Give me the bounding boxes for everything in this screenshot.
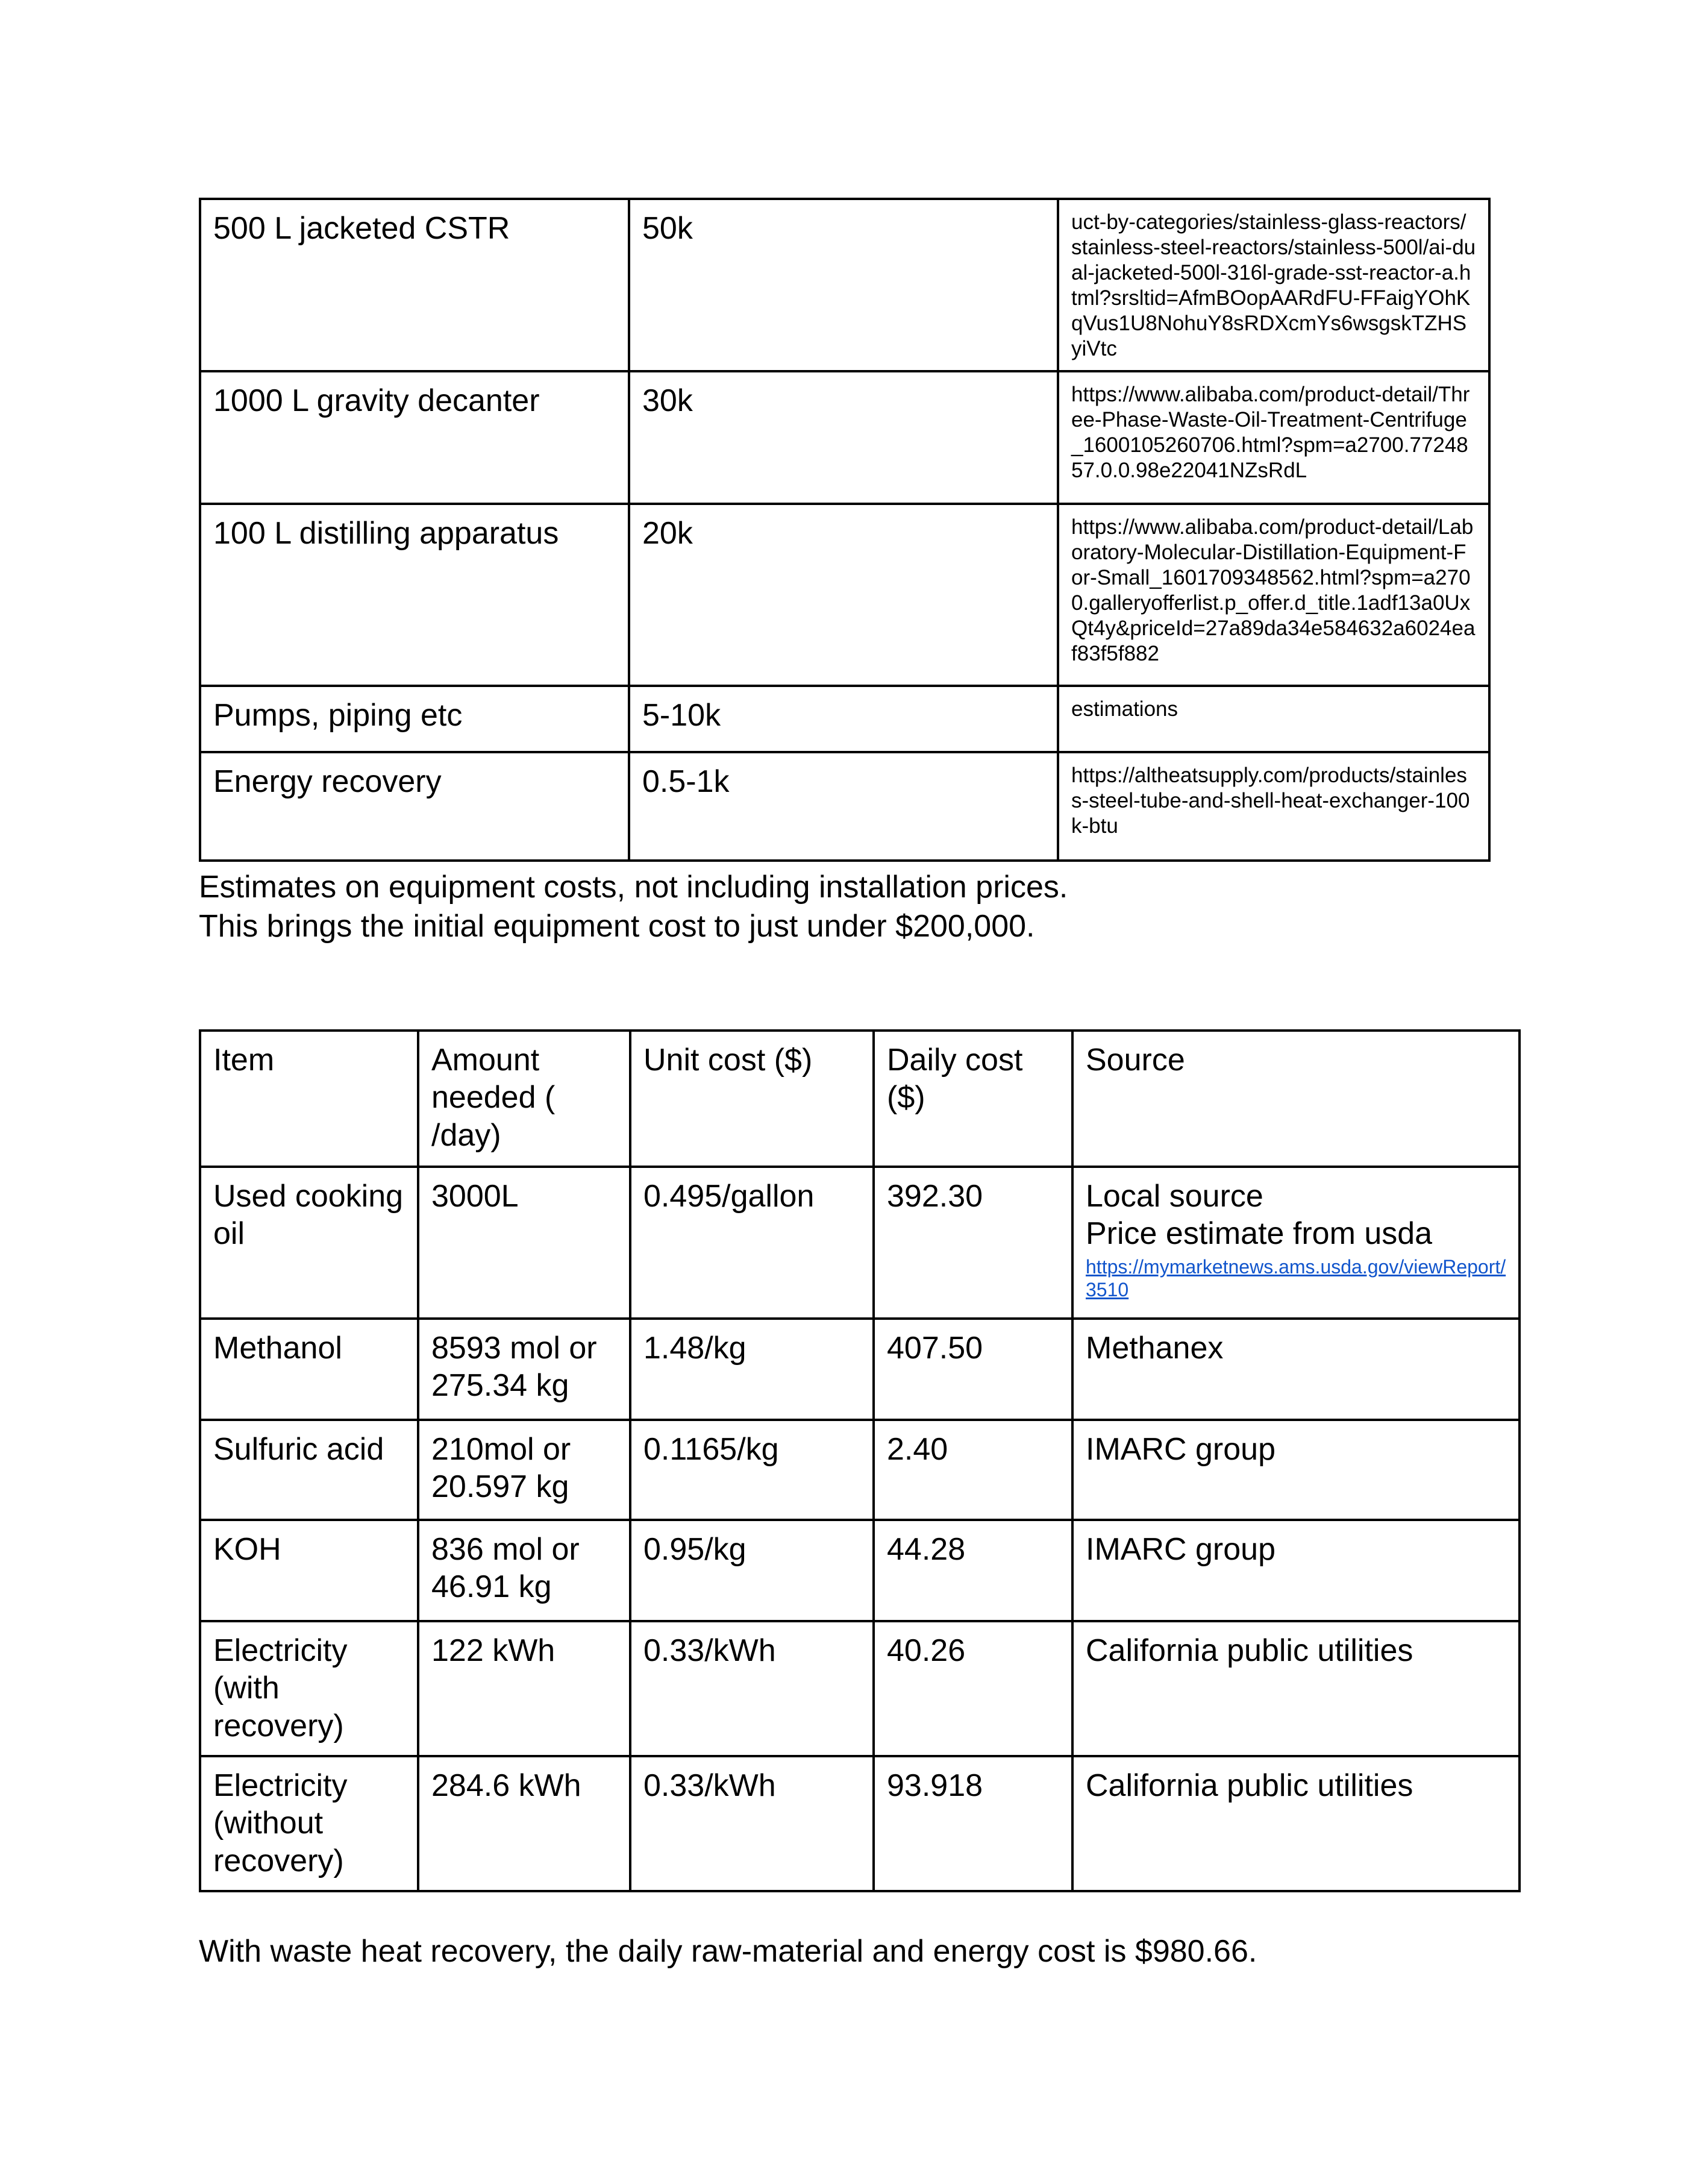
equipment-source: estimations [1058,686,1489,752]
equipment-cost: 5-10k [629,686,1058,752]
header-cell: Unit cost ($) [630,1031,874,1167]
table-row [200,199,1489,371]
item-cell: Sulfuric acid [200,1420,418,1520]
header-cell: Item [200,1031,418,1167]
unit-cost-cell: 1.48/kg [630,1319,874,1420]
source-cell: IMARC group [1072,1420,1520,1520]
item-cell: Electricity (with recovery) [200,1621,418,1756]
equipment-cost-note [199,868,1068,946]
table-row [200,752,1489,861]
daily-cost-cell: 93.918 [874,1756,1072,1891]
unit-cost-cell: 0.495/gallon [630,1167,874,1319]
header-cell: Amount needed ( /day) [418,1031,630,1167]
unit-cost-cell: 0.95/kg [630,1520,874,1621]
equipment-item: 100 L distilling apparatus [200,504,629,686]
table-row [200,504,1489,686]
unit-cost-cell: 0.33/kWh [630,1756,874,1891]
daily-cost-cell: 407.50 [874,1319,1072,1420]
unit-cost-cell: 0.33/kWh [630,1621,874,1756]
header-cell: Daily cost ($) [874,1031,1072,1167]
table-row [200,371,1489,504]
equipment-item: 1000 L gravity decanter [200,371,629,504]
equipment-source: https://www.alibaba.com/product-detail/Laboratory-Molecular-Distillation-Equipment-For-Small_1601709348562.html?spm=a2700.galleryofferlist.p_offer.d_title.1adf13a0UxQt4y&priceId=27a89da34e584632a6024eaf83f5f882 [1058,504,1489,686]
source-cell: California public utilities [1072,1621,1520,1756]
equipment-cost: 30k [629,371,1058,504]
source-cell [1072,1167,1520,1319]
amount-cell: 210mol or 20.597 kg [418,1420,630,1520]
unit-cost-cell: 0.1165/kg [630,1420,874,1520]
amount-cell: 3000L [418,1167,630,1319]
source-text: Price estimate from usda [1086,1216,1433,1252]
equipment-item: 500 L jacketed CSTR [200,199,629,371]
table-row [200,1319,1520,1420]
equipment-source: uct-by-categories/stainless-glass-reactors/stainless-steel-reactors/stainless-500l/ai-dual-jacketed-500l-316l-grade-sst-reactor-a.html?srsltid=AfmBOopAARdFU-FFaigYOhKqVus1U8NohuY8sRDXcmYs6wsgskTZHSyiVtc [1058,199,1489,371]
source-cell: California public utilities [1072,1756,1520,1891]
equipment-item: Energy recovery [200,752,629,861]
table-row [200,1621,1520,1756]
header-cell: Source [1072,1031,1520,1167]
source-cell: Methanex [1072,1319,1520,1420]
table-row [200,1756,1520,1891]
daily-cost-table [199,1029,1521,1892]
table-row [200,1420,1520,1520]
amount-cell: 284.6 kWh [418,1756,630,1891]
equipment-cost: 0.5-1k [629,752,1058,861]
equipment-source: https://www.alibaba.com/product-detail/Three-Phase-Waste-Oil-Treatment-Centrifuge_1600105260706.html?spm=a2700.7724857.0.0.98e22041NZsRdL [1058,371,1489,504]
daily-cost-cell: 40.26 [874,1621,1072,1756]
note-line-2: This brings the initial equipment cost to just under $200,000. [199,909,1035,944]
equipment-item: Pumps, piping etc [200,686,629,752]
equipment-source: https://altheatsupply.com/products/stainless-steel-tube-and-shell-heat-exchanger-100k-btu [1058,752,1489,861]
equipment-cost-table [199,198,1491,862]
source-text: Local source [1086,1179,1263,1214]
table-row [200,1520,1520,1621]
usda-report-link[interactable]: https://mymarketnews.ams.usda.gov/viewReport/3510 [1086,1255,1506,1301]
table-header-row [200,1031,1520,1167]
item-cell: KOH [200,1520,418,1621]
daily-cost-cell: 2.40 [874,1420,1072,1520]
note-line-1: Estimates on equipment costs, not including installation prices. [199,870,1068,905]
item-cell: Electricity (without recovery) [200,1756,418,1891]
daily-cost-cell: 392.30 [874,1167,1072,1319]
amount-cell: 8593 mol or 275.34 kg [418,1319,630,1420]
equipment-cost: 50k [629,199,1058,371]
amount-cell: 836 mol or 46.91 kg [418,1520,630,1621]
source-cell: IMARC group [1072,1520,1520,1621]
daily-cost-cell: 44.28 [874,1520,1072,1621]
item-cell: Methanol [200,1319,418,1420]
equipment-cost: 20k [629,504,1058,686]
item-cell: Used cooking oil [200,1167,418,1319]
table-row [200,686,1489,752]
daily-cost-summary: With waste heat recovery, the daily raw-material and energy cost is $980.66. [199,1934,1257,1969]
amount-cell: 122 kWh [418,1621,630,1756]
table-row [200,1167,1520,1319]
